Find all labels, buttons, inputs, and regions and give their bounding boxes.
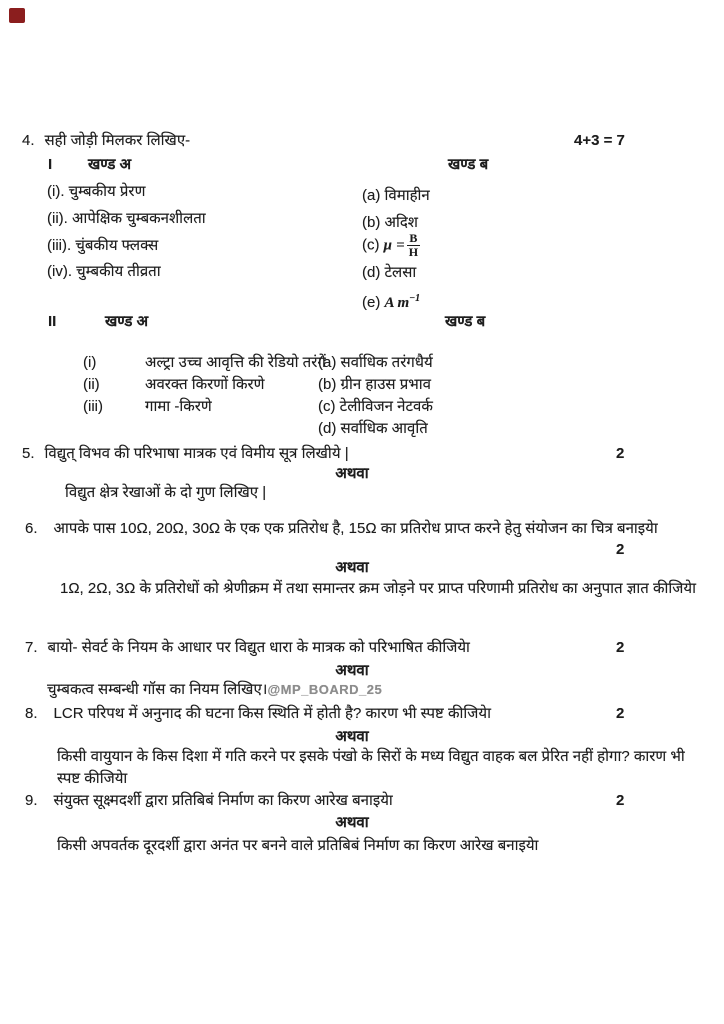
set2-left-item-2 [83, 375, 265, 395]
question-8-alt-text: किसी वायुयान के किस दिशा में गति करने पर इसके पंखो के सिरों के मध्य विद्युत वाहक बल प्रेरित नहीं होगा? कारण भी स्पष्ट कीजियेा [57, 748, 685, 787]
set1-numeral: I [48, 156, 53, 173]
question-8-number: 8. [25, 705, 38, 722]
question-6-number: 6. [25, 520, 38, 537]
question-6-or-label: अथवा [335, 559, 369, 576]
question-9-alt-text: किसी अपवर्तक दूरदर्शी द्वारा अनंत पर बनने वाले प्रतिबिबं निर्माण का किरण आरेख बनाइयेा [57, 837, 539, 854]
question-9-text: संयुक्त सूक्ष्मदर्शी द्वारा प्रतिबिबं निर्माण का किरण आरेख बनाइयेा [53, 792, 393, 809]
set2-right-item-b: (b) ग्रीन हाउस प्रभाव [318, 376, 432, 393]
set1-right-item-c [362, 232, 420, 259]
mu-symbol: μ [383, 237, 393, 254]
set2-column-a-header: खण्ड अ [105, 313, 149, 330]
telegram-watermark: @MP_BOARD_25 [267, 682, 383, 697]
question-9-line [25, 791, 393, 811]
question-7-alt-line [47, 680, 382, 700]
set2-left-item-1 [83, 353, 326, 373]
corner-red-mark [9, 8, 25, 23]
question-7-or-label: अथवा [335, 662, 369, 679]
question-7-text: बायो- सेवर्ट के नियम के आधार पर विद्युत धारा के मात्रक को परिभाषित कीजियेा [47, 639, 470, 656]
question-7-number: 7. [25, 639, 38, 656]
question-4-number: 4. [22, 132, 35, 149]
set1-right-item-e [362, 289, 420, 313]
equals-sign: = [396, 237, 405, 254]
question-7-alt-text: चुम्बकत्व सम्बन्धी गॉस का नियम लिखिए। [47, 681, 268, 698]
set2-numeral: II [48, 313, 57, 330]
set2-right-item-c: (c) टेलीविजन नेटवर्क [318, 398, 433, 415]
set1-left-item-4: (iv). चुम्बकीय तीव्रता [47, 263, 161, 280]
question-9-marks: 2 [616, 792, 625, 809]
set1-left-item-2: (ii). आपेक्षिक चुम्बकनशीलता [47, 210, 206, 227]
set1-column-b-header: खण्ड ब [448, 156, 489, 173]
question-8-or-label: अथवा [335, 728, 369, 745]
set1-right-c-label: (c) [362, 236, 380, 254]
set2-left-3-text: गामा -किरणे [145, 398, 212, 415]
question-8-text: LCR परिपथ में अनुनाद की घटना किस स्थिति में होती है? कारण भी स्पष्ट कीजियेा [53, 705, 491, 722]
question-5-or-label: अथवा [335, 465, 369, 482]
question-4-marks: 4+3 = 7 [574, 132, 625, 149]
question-6-text: आपके पास 10Ω, 20Ω, 30Ω के एक एक प्रतिरोध है, 15Ω का प्रतिरोध प्राप्त करने हेतु संयोजन का चित्र बनाइयेा [53, 520, 658, 537]
fraction-denominator: H [408, 245, 419, 259]
question-7-line [25, 638, 470, 658]
set2-left-1-num: (i) [83, 354, 97, 371]
question-5-text: विद्युत् विभव की परिभाषा मात्रक एवं विमीय सूत्र लिखीये | [44, 445, 349, 462]
set2-left-3-num: (iii) [83, 398, 103, 415]
question-8-marks: 2 [616, 705, 625, 722]
set1-right-item-d: (d) टेलसा [362, 264, 417, 281]
set2-left-2-text: अवरक्त किरणों किरणे [145, 376, 265, 393]
set2-left-2-num: (ii) [83, 376, 100, 393]
set1-left-item-3: (iii). चुंबकीय फ्लक्स [47, 237, 159, 254]
question-5-alt-text: विद्युत क्षेत्र रेखाओं के दो गुण लिखिए | [65, 484, 267, 501]
set1-right-e-label: (e) [362, 294, 381, 311]
question-7-marks: 2 [616, 639, 625, 656]
question-6-line [25, 519, 658, 539]
question-8-line [25, 704, 491, 724]
unit-base: A m [384, 295, 410, 311]
set2-right-item-d: (d) सर्वाधिक आवृति [318, 420, 428, 437]
question-5-number: 5. [22, 445, 35, 462]
set2-right-item-a: (a) सर्वाधिक तरंगधैर्य [318, 354, 433, 371]
question-6-marks: 2 [616, 541, 625, 558]
question-9-number: 9. [25, 792, 38, 809]
question-6-alt-text: 1Ω, 2Ω, 3Ω के प्रतिरोधों को श्रेणीक्रम में तथा समान्तर क्रम जोड़ने पर प्राप्त परिणामी प्रतिरोध का अनुपात ज्ञात कीजियेा [60, 580, 696, 597]
set1-right-item-b: (b) अदिश [362, 214, 419, 231]
set1-left-item-1: (i). चुम्बकीय प्रेरण [47, 183, 146, 200]
question-9-or-label: अथवा [335, 814, 369, 831]
question-5-line [22, 444, 349, 464]
set1-column-a-header: खण्ड अ [88, 156, 132, 173]
set2-left-1-text: अल्ट्रा उच्च आवृत्ति की रेडियो तरंगें [145, 354, 326, 371]
set2-column-b-header: खण्ड ब [445, 313, 486, 330]
set2-left-item-3 [83, 397, 212, 417]
question-4-line [22, 131, 190, 151]
unit-exponent: −1 [409, 293, 421, 304]
question-4-text: सही जोड़ी मिलकर लिखिए- [44, 132, 191, 149]
b-over-h-fraction [407, 232, 420, 259]
set1-right-item-a: (a) विमाहीन [362, 187, 430, 204]
fraction-numerator: B [409, 231, 418, 245]
question-5-marks: 2 [616, 445, 625, 462]
